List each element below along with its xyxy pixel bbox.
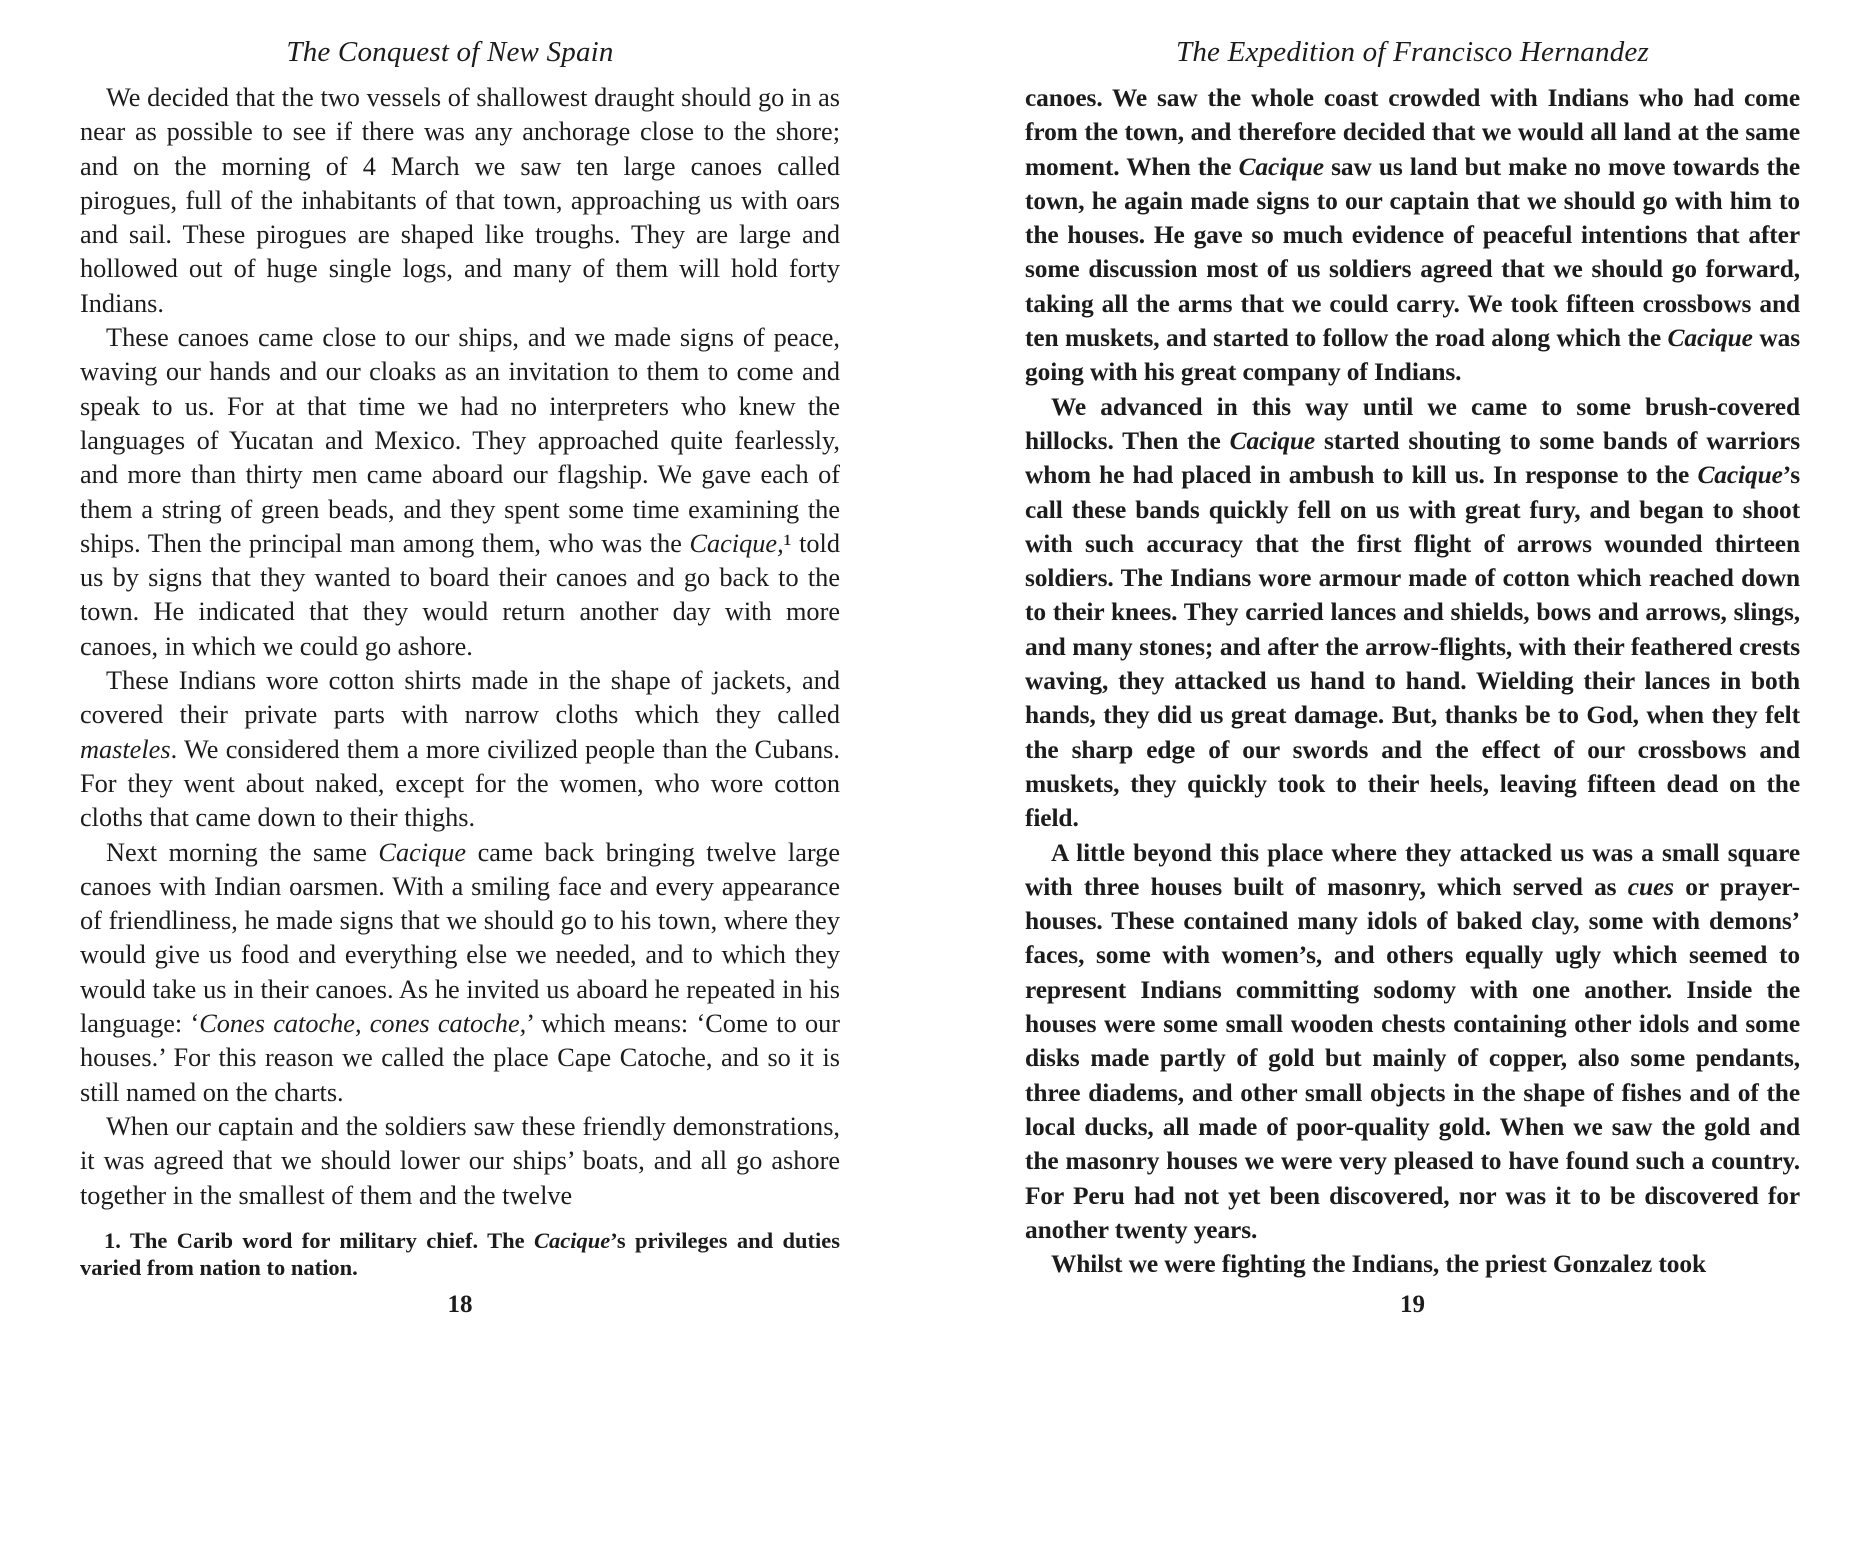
paragraph: A little beyond this place where they attacked us was a small square with three houses built of masonry, which served as cues or prayer-houses. These contained many idols of baked clay, some with demons’ faces, some with women’s, and others equally ugly which seemed to represent Indians committing sodomy with one another. Inside the houses were some small wooden chests containing other idols and some disks made partly of gold but mainly of copper, also some pendants, three diadems, and other small objects in the shape of fishes and of the local ducks, all made of poor-quality gold. When we saw the gold and the masonry houses we were very pleased to have found such a country. For Peru had not yet been discovered, nor was it to be discovered for another twenty years. — [1025, 838, 1801, 1244]
paragraph: These Indians wore cotton shirts made in the shape of jackets, and covered their private parts with narrow cloths which they called masteles. We considered them a more civilized people than the Cubans. For they went about naked, except for the women, who wore cotton cloths that came down to their thighs. — [80, 666, 840, 833]
paragraph: These canoes came close to our ships, and we made signs of peace, waving our hands and our cloaks as an invitation to them to come and speak to us. For at that time we had no interpreters who knew the languages of Yucatan and Mexico. They approached quite fearlessly, and more than thirty men came aboard our flagship. We gave each of them a string of green beads, and they spent some time examining the ships. Then the principal man among them, who was the Cacique,¹ told us by signs that they wanted to board their canoes and go back to the town. He indicated that they would return another day with more canoes, in which we could go ashore. — [80, 323, 840, 661]
page-number: 18 — [447, 1290, 473, 1318]
footnote: 1. The Carib word for military chief. The Cacique’s privileges and duties varied from nation to nation. — [80, 1227, 841, 1280]
paragraph: canoes. We saw the whole coast crowded with Indians who had come from the town, and therefore decided that we would all land at the same moment. When the Cacique saw us land but make no move towards the town, he again made signs to our captain that we should go with him to the houses. He gave so much evidence of peaceful intentions that after some discussion most of us soldiers agreed that we should go forward, taking all the arms that we could carry. We took fifteen crossbows and ten muskets, and started to follow the road along which the Cacique was going with his great company of Indians. — [1025, 84, 1801, 387]
paragraph: Next morning the same Cacique came back bringing twelve large canoes with Indian oarsmen. With a smiling face and every appearance of friendliness, he made signs that we should go to his town, where they would give us food and everything else we needed, and to which they would take us in their canoes. As he invited us aboard he repeated in his language: ‘Cones catoche, cones catoche,’ which means: ‘Come to our houses.’ For this reason we called the place Cape Catoche, and so it is still named on the charts. — [80, 837, 840, 1107]
running-head: The Conquest of New Spain — [286, 36, 614, 68]
paragraph: We decided that the two vessels of shallowest draught should go in as near as possible to see if there was any anchorage close to the shore; and on the morning of 4 March we saw ten large canoes called pirogues, full of the inhabitants of that town, approaching us with oars and sail. These pirogues are shaped like troughs. They are large and hollowed out of huge single logs, and many of them will hold forty Indians. — [80, 83, 840, 318]
paragraph: When our captain and the soldiers saw these friendly demonstrations, it was agreed that we should lower our ships’ boats, and all go ashore together in the smallest of them and the twelve — [80, 1111, 840, 1210]
right-page — [1025, 0, 1800, 1319]
left-page — [80, 0, 840, 1319]
body-text — [1025, 81, 1800, 1281]
body-text — [80, 81, 840, 1213]
running-head: The Expedition of Francisco Hernandez — [1176, 36, 1649, 68]
page-number: 19 — [1400, 1291, 1425, 1319]
paragraph: We advanced in this way until we came to some brush-covered hillocks. Then the Cacique started shouting to some bands of warriors whom he had placed in ambush to kill us. In response to the Cacique’s call these bands quickly fell on us with great fury, and began to shoot with such accuracy that the first flight of arrows wounded thirteen soldiers. The Indians wore armour made of cotton which reached down to their knees. They carried lances and shields, bows and arrows, slings, and many stones; and after the arrow-flights, with their feathered crests waving, they attacked us hand to hand. Wielding their lances in both hands, they did us great damage. But, thanks be to God, when they felt the sharp edge of our swords and the effect of our crossbows and muskets, they quickly took to their heels, leaving fifteen dead on the field. — [1025, 392, 1801, 833]
paragraph: Whilst we were fighting the Indians, the priest Gonzalez took — [1051, 1250, 1706, 1279]
